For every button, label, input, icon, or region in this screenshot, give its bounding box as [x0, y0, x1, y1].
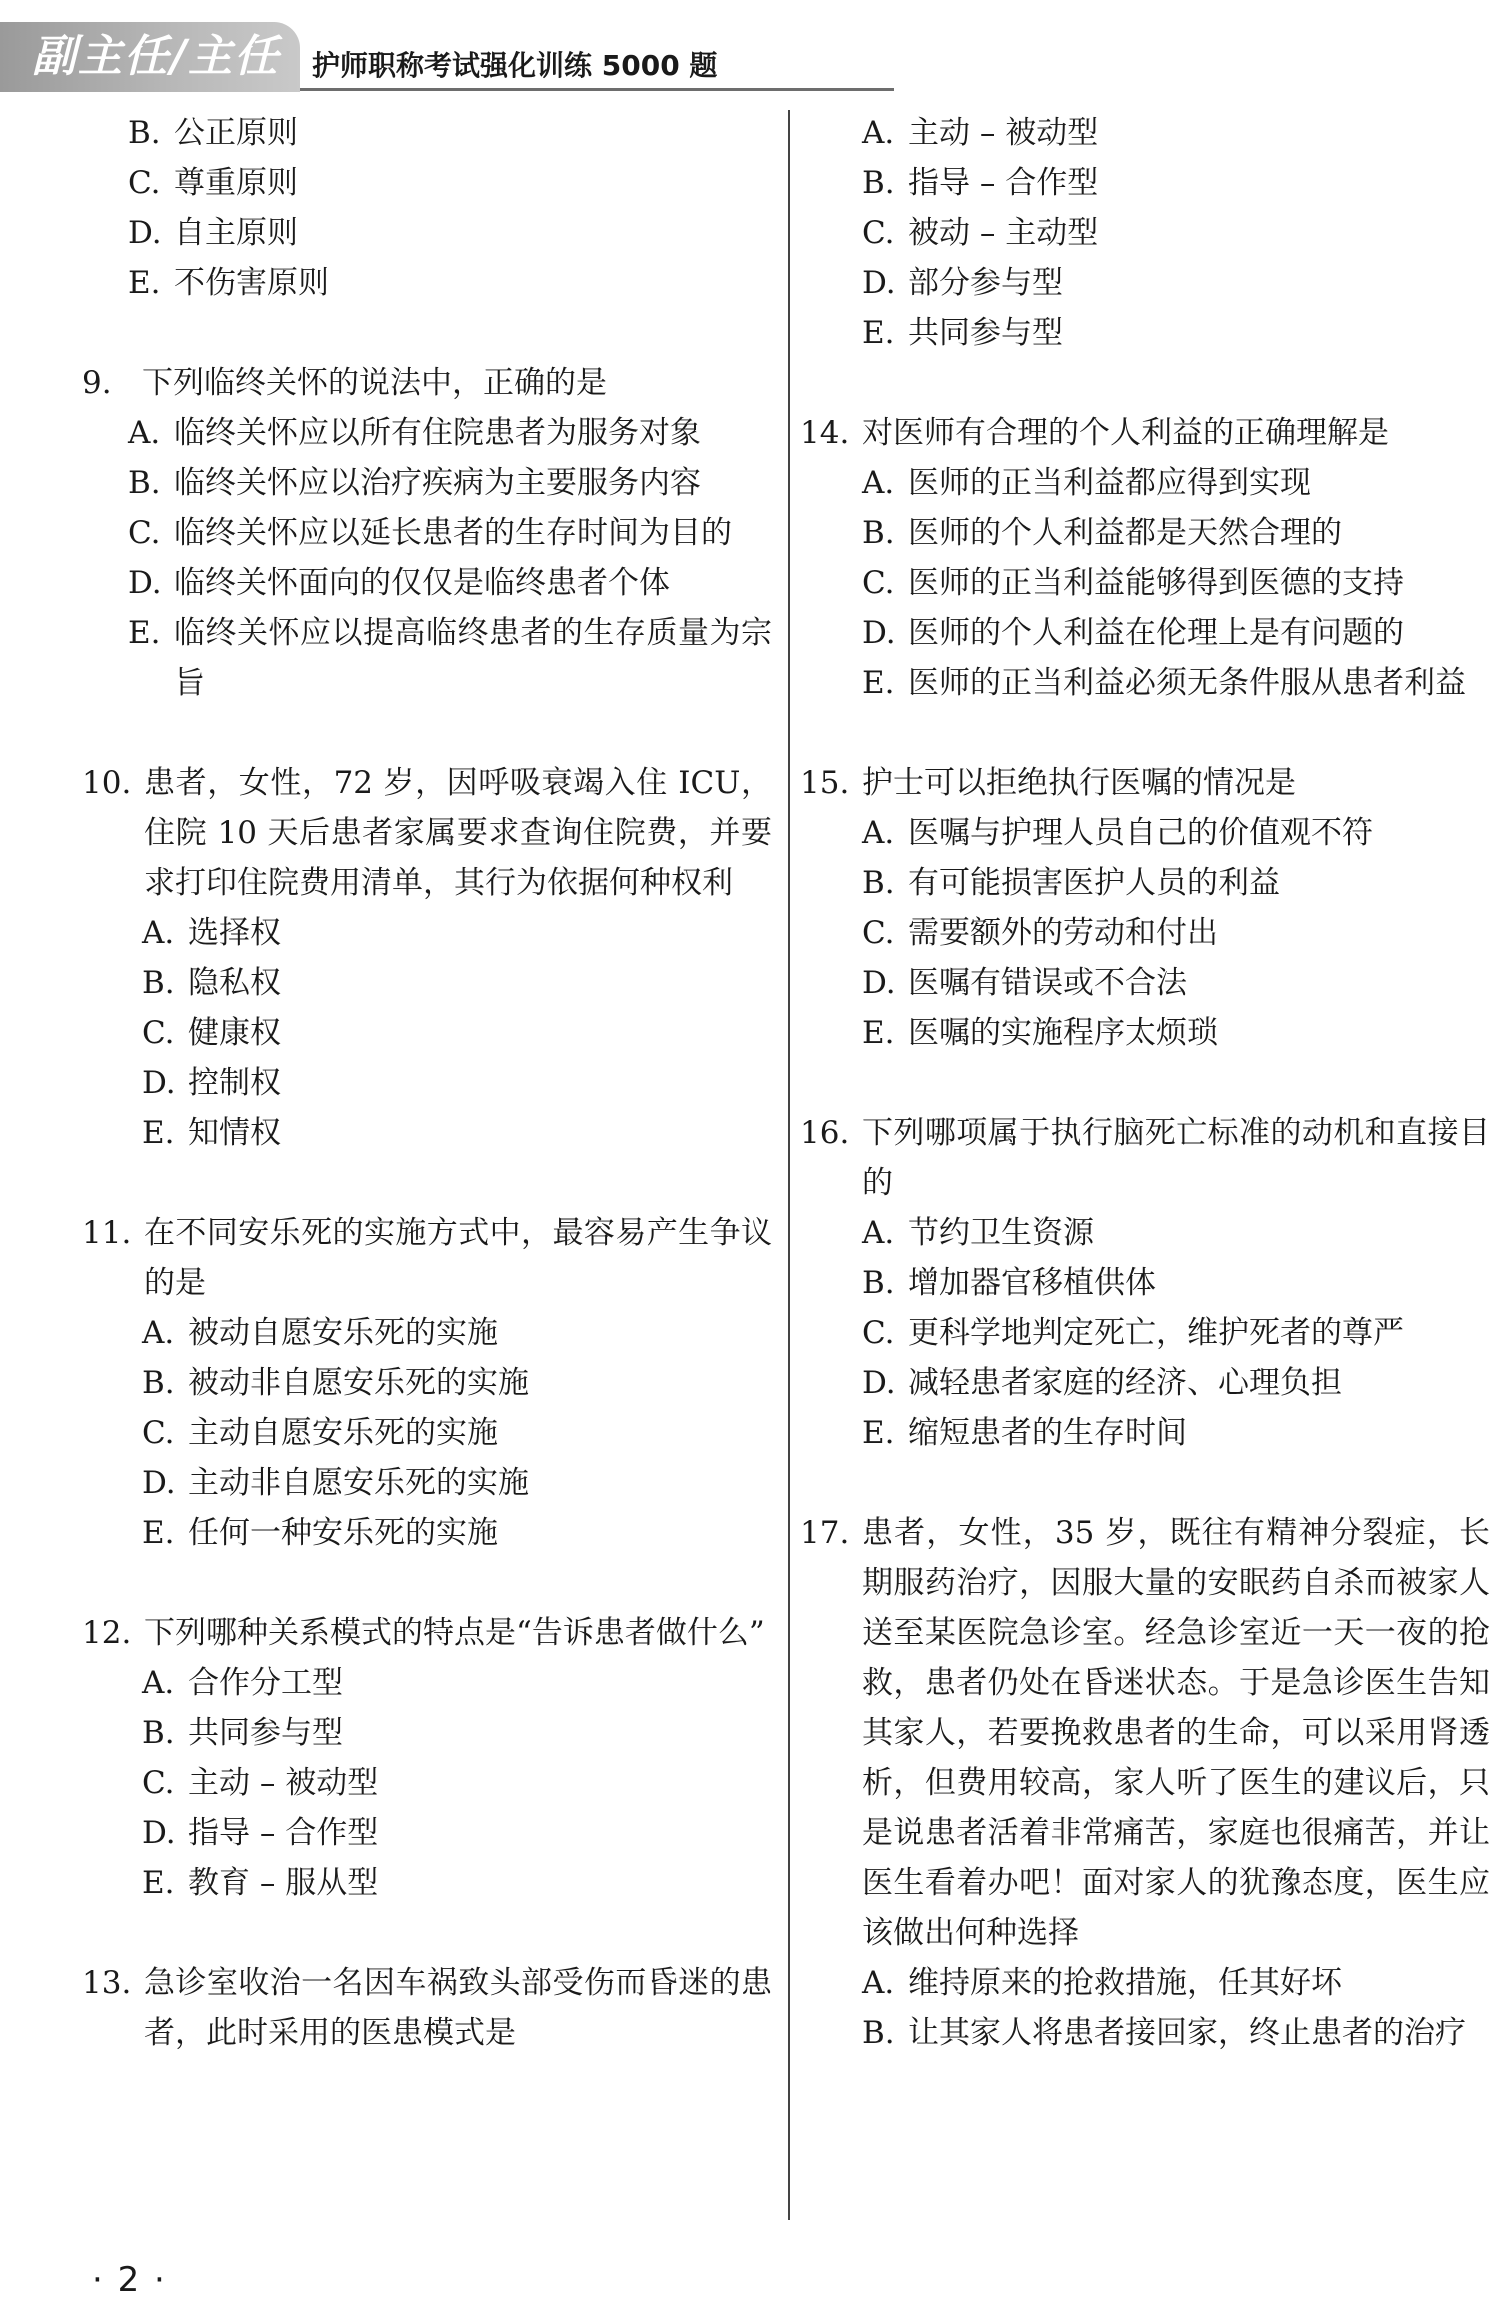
question-9 — [82, 358, 772, 408]
header-rule — [300, 88, 894, 91]
question-text: 下列哪种关系模式的特点是“告诉患者做什么” — [144, 1615, 765, 1651]
option-15e: E. 医嘱的实施程序太烦琐 — [862, 1015, 1218, 1051]
option-12e: E. 教育 – 服从型 — [142, 1865, 379, 1901]
option-13b: B. 指导 – 合作型 — [862, 165, 1099, 201]
question-number: 12. — [82, 1615, 132, 1651]
question-text: 患者，女性，72 岁，因呼吸衰竭入住 ICU，住院 10 天后患者家属要求查询住院费，并要求打印住院费用清单，其行为依据何种权利 — [144, 765, 772, 901]
option-11a: A. 被动自愿安乐死的实施 — [142, 1315, 498, 1351]
option-10e: E. 知情权 — [142, 1115, 281, 1151]
question-12 — [82, 1608, 772, 1658]
question-14 — [800, 408, 1490, 458]
option-9e: E. 临终关怀应以提高临终患者的生存质量为宗旨 — [128, 615, 772, 701]
option-8d: D. 自主原则 — [128, 215, 298, 251]
option-12c: C. 主动 – 被动型 — [142, 1765, 379, 1801]
option-15b: B. 有可能损害医护人员的利益 — [862, 865, 1280, 901]
option-9d: D. 临终关怀面向的仅仅是临终患者个体 — [128, 565, 670, 601]
question-text: 下列临终关怀的说法中，正确的是 — [142, 365, 607, 401]
question-13 — [82, 1958, 772, 2058]
option-12b: B. 共同参与型 — [142, 1715, 343, 1751]
option-16e: E. 缩短患者的生存时间 — [862, 1415, 1187, 1451]
question-number: 13. — [82, 1965, 132, 2001]
option-14b: B. 医师的个人利益都是天然合理的 — [862, 515, 1342, 551]
option-14c: C. 医师的正当利益能够得到医德的支持 — [862, 565, 1404, 601]
option-13d: D. 部分参与型 — [862, 265, 1063, 301]
page-header — [0, 0, 1500, 96]
question-text: 急诊室收治一名因车祸致头部受伤而昏迷的患者，此时采用的医患模式是 — [144, 1965, 772, 2051]
option-17b: B. 让其家人将患者接回家，终止患者的治疗 — [862, 2015, 1466, 2051]
question-17 — [800, 1508, 1490, 1958]
level-badge: 副主任/主任 — [0, 22, 300, 92]
option-12d: D. 指导 – 合作型 — [142, 1815, 379, 1851]
option-15a: A. 医嘱与护理人员自己的价值观不符 — [862, 815, 1373, 851]
question-10 — [82, 758, 772, 908]
option-14d: D. 医师的个人利益在伦理上是有问题的 — [862, 615, 1404, 651]
question-text: 护士可以拒绝执行医嘱的情况是 — [862, 765, 1296, 801]
column-divider — [788, 110, 790, 2220]
option-10d: D. 控制权 — [142, 1065, 281, 1101]
question-text: 患者，女性，35 岁，既往有精神分裂症，长期服药治疗，因服大量的安眠药自杀而被家人送至某医院急诊室。经急诊室近一天一夜的抢救，患者仍处在昏迷状态。于是急诊医生告知其家人，若要挽救患者的生命，可以采用肾透析，但费用较高，家人听了医生的建议后，只是说患者活着非常痛苦，家庭也很痛苦，并让医生看着办吧！面对家人的犹豫态度，医生应该做出何种选择 — [862, 1515, 1490, 1951]
question-number: 16. — [800, 1115, 850, 1151]
question-11 — [82, 1208, 772, 1308]
option-11e: E. 任何一种安乐死的实施 — [142, 1515, 498, 1551]
option-9c: C. 临终关怀应以延长患者的生存时间为目的 — [128, 515, 732, 551]
option-17a: A. 维持原来的抢救措施，任其好坏 — [862, 1965, 1342, 2001]
left-column — [82, 108, 772, 2058]
option-8e: E. 不伤害原则 — [128, 265, 329, 301]
question-number: 14. — [800, 415, 850, 451]
option-13a: A. 主动 – 被动型 — [862, 115, 1099, 151]
option-9a: A. 临终关怀应以所有住院患者为服务对象 — [128, 415, 701, 451]
option-16a: A. 节约卫生资源 — [862, 1215, 1094, 1251]
option-13c: C. 被动 – 主动型 — [862, 215, 1099, 251]
question-number: 15. — [800, 765, 850, 801]
option-11c: C. 主动自愿安乐死的实施 — [142, 1415, 498, 1451]
page-number: · 2 · — [92, 2260, 167, 2300]
option-15d: D. 医嘱有错误或不合法 — [862, 965, 1187, 1001]
question-16 — [800, 1108, 1490, 1208]
right-column — [800, 108, 1490, 2058]
question-text: 下列哪项属于执行脑死亡标准的动机和直接目的 — [862, 1115, 1490, 1201]
option-14a: A. 医师的正当利益都应得到实现 — [862, 465, 1311, 501]
option-11d: D. 主动非自愿安乐死的实施 — [142, 1465, 529, 1501]
question-15 — [800, 758, 1490, 808]
option-15c: C. 需要额外的劳动和付出 — [862, 915, 1218, 951]
question-text: 在不同安乐死的实施方式中，最容易产生争议的是 — [144, 1215, 772, 1301]
option-16d: D. 减轻患者家庭的经济、心理负担 — [862, 1365, 1342, 1401]
question-number: 10. — [82, 765, 132, 801]
option-10b: B. 隐私权 — [142, 965, 281, 1001]
question-number: 11. — [82, 1215, 132, 1251]
option-14e: E. 医师的正当利益必须无条件服从患者利益 — [862, 665, 1466, 701]
option-13e: E. 共同参与型 — [862, 315, 1063, 351]
question-number: 17. — [800, 1515, 850, 1551]
option-16b: B. 增加器官移植供体 — [862, 1265, 1156, 1301]
option-10a: A. 选择权 — [142, 915, 281, 951]
book-title: 护师职称考试强化训练 5000 题 — [312, 49, 718, 82]
option-9b: B. 临终关怀应以治疗疾病为主要服务内容 — [128, 465, 701, 501]
option-8b: B. 公正原则 — [128, 115, 298, 151]
question-text: 对医师有合理的个人利益的正确理解是 — [862, 415, 1389, 451]
option-11b: B. 被动非自愿安乐死的实施 — [142, 1365, 529, 1401]
option-16c: C. 更科学地判定死亡，维护死者的尊严 — [862, 1315, 1404, 1351]
option-10c: C. 健康权 — [142, 1015, 281, 1051]
option-8c: C. 尊重原则 — [128, 165, 298, 201]
question-number: 9. — [82, 365, 112, 401]
option-12a: A. 合作分工型 — [142, 1665, 343, 1701]
